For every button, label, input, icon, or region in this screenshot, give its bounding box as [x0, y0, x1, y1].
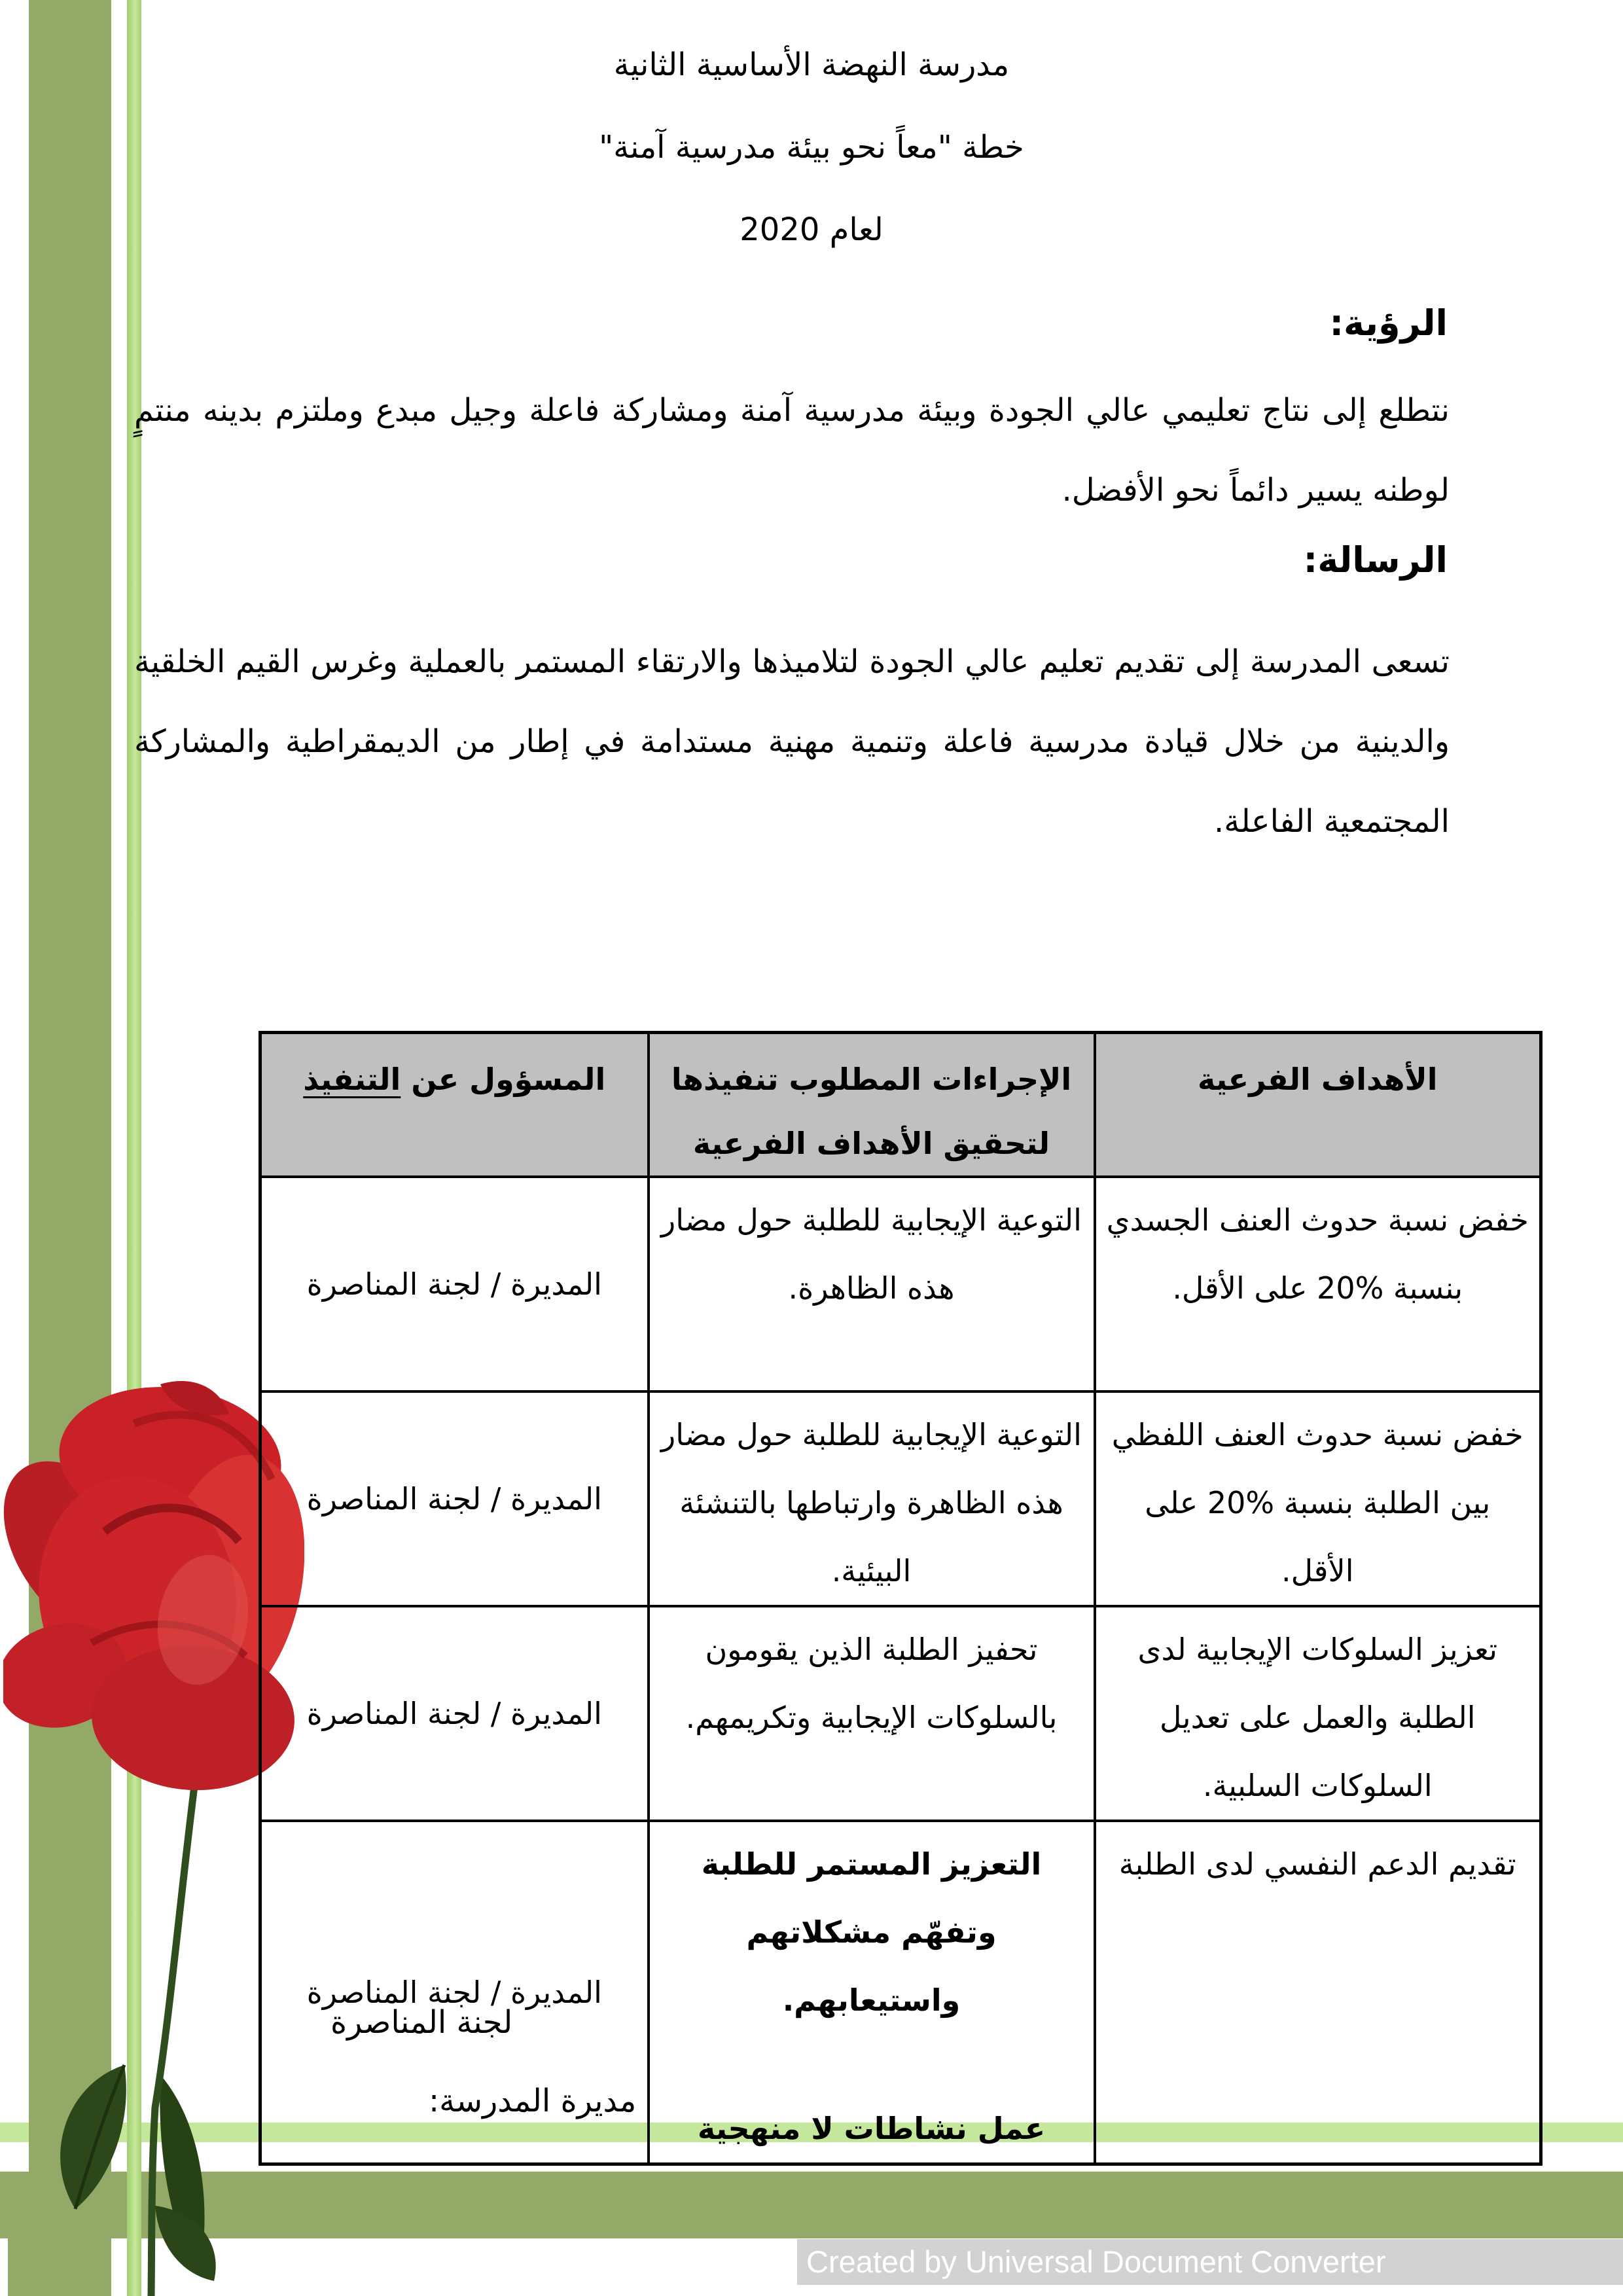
mission-heading: الرسالة:: [1303, 539, 1448, 581]
action-cell: التوعية الإيجابية للطلبة حول مضار هذه الظاهرة وارتباطها بالتنشئة البيئية.: [649, 1391, 1095, 1606]
responsible-cell: المديرة / لجنة المناصرة: [260, 1177, 649, 1391]
responsible-cell: المديرة / لجنة المناصرة: [260, 1391, 649, 1606]
action-cell: تحفيز الطلبة الذين يقومون بالسلوكات الإيجابية وتكريمهم.: [649, 1606, 1095, 1821]
goal-cell: خفض نسبة حدوث العنف الجسدي بنسبة %20 على الأقل.: [1095, 1177, 1541, 1391]
principal-label: مديرة المدرسة:: [429, 2083, 637, 2119]
plan-table: [259, 1031, 1543, 2166]
responsible-cell: المديرة / لجنة المناصرة: [260, 1606, 649, 1821]
watermark: Created by Universal Document Converter: [797, 2239, 1623, 2285]
table-row: [260, 1606, 1541, 1821]
vision-heading: الرؤية:: [1329, 302, 1448, 344]
vision-text: نتطلع إلى نتاج تعليمي عالي الجودة وبيئة مدرسية آمنة ومشاركة فاعلة وجيل مبدع وملتزم بدينه منتمٍ لوطنه يسير دائماً نحو الأفضل.: [134, 392, 1450, 509]
col-header-responsible-prefix: المسؤول عن: [401, 1062, 606, 1097]
committee-label: لجنة المناصرة: [330, 2004, 513, 2041]
col-header-actions: الإجراءات المطلوب تنفيذها لتحقيق الأهداف الفرعية: [649, 1033, 1095, 1177]
action-cell: التوعية الإيجابية للطلبة حول مضار هذه الظاهرة.: [649, 1177, 1095, 1391]
action-paragraph-2: عمل نشاطات لا منهجية: [697, 2111, 1046, 2146]
table-row: [260, 1177, 1541, 1391]
plan-title: خطة "معاً نحو بيئة مدرسية آمنة": [599, 129, 1024, 166]
responsible-cell: المديرة / لجنة المناصرة: [260, 1821, 649, 2164]
plan-year: لعام 2020: [740, 211, 883, 248]
action-cell: [649, 1821, 1095, 2164]
school-name: مدرسة النهضة الأساسية الثانية: [613, 46, 1010, 83]
goal-cell: خفض نسبة حدوث العنف اللفظي بين الطلبة بنسبة %20 على الأقل.: [1095, 1391, 1541, 1606]
col-header-goals: الأهداف الفرعية: [1095, 1033, 1541, 1177]
goal-cell: تعزيز السلوكات الإيجابية لدى الطلبة والعمل على تعديل السلوكات السلبية.: [1095, 1606, 1541, 1821]
col-header-responsible: [260, 1033, 649, 1177]
table-row: [260, 1391, 1541, 1606]
goal-cell: تقديم الدعم النفسي لدى الطلبة: [1095, 1821, 1541, 2164]
rose-stem-leaves: [60, 1770, 216, 2296]
action-paragraph-1: التعزيز المستمر للطلبة وتفهّم مشكلاتهم واستيعابهم.: [701, 1846, 1042, 2018]
col-header-responsible-underlined: التنفيذ: [303, 1062, 401, 1097]
document-header: [157, 24, 1466, 271]
table-header-row: [260, 1033, 1541, 1177]
mission-text: تسعى المدرسة إلى تقديم تعليم عالي الجودة لتلاميذها والارتقاء المستمر بالعملية وغرس القيم الخلقية والدينية من خلال قيادة مدرسية فاعلة وتنمية مهنية مستدامة في إطار من الديمقراطية والمشاركة المجتمعية الفاعلة.: [134, 643, 1450, 840]
